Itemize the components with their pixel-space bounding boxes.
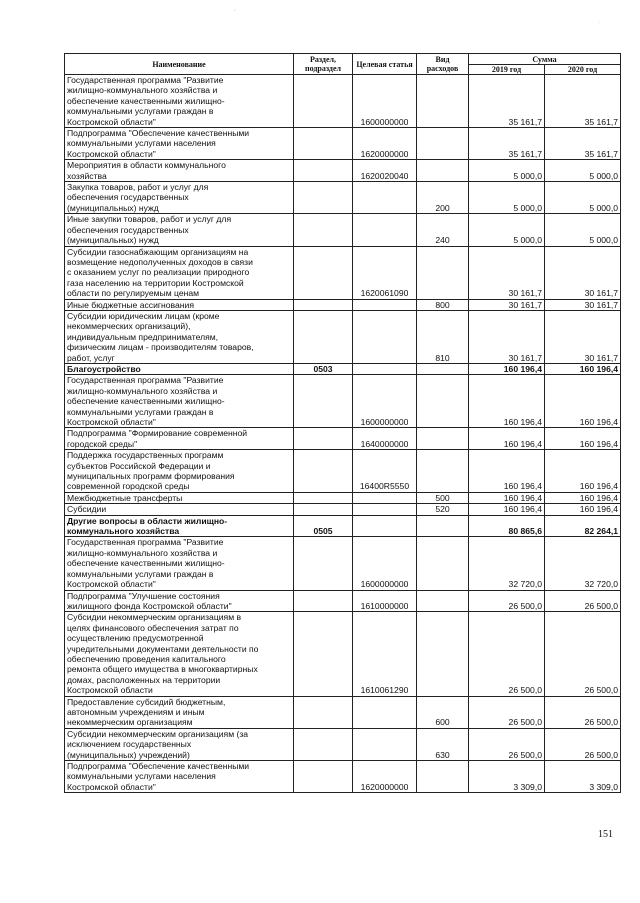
row-sum-2019-cell: 32 720,0 <box>469 537 545 590</box>
row-name-cell: Подпрограмма "Обеспечение качественными коммунальными услугами населения Костромской области" <box>65 128 294 160</box>
row-name-cell: Субсидии некоммерческим организациям в целях финансового обеспечения затрат по осуществлению предусмотренной учредительными документами деятельности по обеспечению проведения капитального ремонта общего имущества в многоквартирных домах, расположенных на территории Костромской области <box>65 612 294 696</box>
header-sum: Сумма <box>469 54 621 65</box>
header-year-2020: 2020 год <box>545 65 621 75</box>
table-row <box>65 696 621 728</box>
table-row <box>65 310 621 363</box>
row-section-cell <box>294 537 353 590</box>
row-section-cell <box>294 299 353 310</box>
row-type-cell <box>417 612 469 696</box>
table-row <box>65 761 621 793</box>
row-type-cell <box>417 128 469 160</box>
row-section-cell <box>294 450 353 493</box>
row-target-cell <box>353 310 417 363</box>
row-sum-2019-cell: 160 196,4 <box>469 450 545 493</box>
row-type-cell <box>417 515 469 537</box>
row-target-cell <box>353 299 417 310</box>
table-row <box>65 590 621 612</box>
scan-mark: · <box>598 20 600 27</box>
table-row <box>65 75 621 128</box>
row-sum-2019-cell: 26 500,0 <box>469 696 545 728</box>
row-sum-2020-cell: 5 000,0 <box>545 182 621 214</box>
row-sum-2020-cell: 35 161,7 <box>545 128 621 160</box>
row-type-cell: 240 <box>417 214 469 246</box>
row-target-cell: 1600000000 <box>353 375 417 428</box>
table-row <box>65 128 621 160</box>
header-name: Наименование <box>65 54 294 75</box>
row-name-cell: Подпрограмма "Обеспечение качественными коммунальными услугами населения Костромской области" <box>65 761 294 793</box>
row-name-cell: Государственная программа "Развитие жилищно-коммунального хозяйства и обеспечение качественными жилищно- коммунальными услугами граждан в Костромской области" <box>65 75 294 128</box>
row-sum-2020-cell: 160 196,4 <box>545 504 621 515</box>
table-row <box>65 728 621 760</box>
row-section-cell <box>294 214 353 246</box>
row-section-cell <box>294 504 353 515</box>
row-sum-2020-cell: 5 000,0 <box>545 160 621 182</box>
row-section-cell <box>294 182 353 214</box>
row-sum-2019-cell: 160 196,4 <box>469 504 545 515</box>
row-section-cell <box>294 160 353 182</box>
header-type: Вид расходов <box>417 54 469 75</box>
row-section-cell: 0503 <box>294 363 353 374</box>
table-row <box>65 214 621 246</box>
row-name-cell: Субсидии газоснабжающим организациям на возмещение недополученных доходов в связи с оказанием услуг по реализации природного газа населению на территории Костромской области по регулируемым ценам <box>65 246 294 299</box>
row-name-cell: Государственная программа "Развитие жилищно-коммунального хозяйства и обеспечение качественными жилищно- коммунальными услугами граждан в Костромской области" <box>65 537 294 590</box>
row-name-cell: Субсидии некоммерческим организациям (за исключением государственных (муниципальных) учреждений) <box>65 728 294 760</box>
row-sum-2020-cell: 35 161,7 <box>545 75 621 128</box>
row-sum-2020-cell: 3 309,0 <box>545 761 621 793</box>
table-row <box>65 612 621 696</box>
row-target-cell <box>353 515 417 537</box>
row-section-cell <box>294 696 353 728</box>
row-sum-2019-cell: 5 000,0 <box>469 182 545 214</box>
table-row <box>65 182 621 214</box>
row-name-cell: Иные бюджетные ассигнования <box>65 299 294 310</box>
row-sum-2020-cell: 26 500,0 <box>545 728 621 760</box>
row-type-cell <box>417 537 469 590</box>
row-sum-2020-cell: 26 500,0 <box>545 612 621 696</box>
header-year-2019: 2019 год <box>469 65 545 75</box>
row-target-cell <box>353 363 417 374</box>
row-name-cell: Закупка товаров, работ и услуг для обеспечения государственных (муниципальных) нужд <box>65 182 294 214</box>
row-name-cell: Другие вопросы в области жилищно- коммунального хозяйства <box>65 515 294 537</box>
row-section-cell <box>294 310 353 363</box>
table-header <box>65 54 621 75</box>
row-target-cell: 1620061090 <box>353 246 417 299</box>
row-type-cell: 630 <box>417 728 469 760</box>
row-type-cell: 600 <box>417 696 469 728</box>
row-sum-2019-cell: 80 865,6 <box>469 515 545 537</box>
table-row <box>65 160 621 182</box>
header-section: Раздел, подраздел <box>294 54 353 75</box>
table-body <box>65 75 621 793</box>
row-name-cell: Предоставление субсидий бюджетным, автономным учреждениям и иным некоммерческим организациям <box>65 696 294 728</box>
row-name-cell: Подпрограмма "Улучшение состояния жилищного фонда Костромской области" <box>65 590 294 612</box>
row-target-cell <box>353 696 417 728</box>
row-section-cell <box>294 761 353 793</box>
table-row <box>65 428 621 450</box>
row-sum-2019-cell: 26 500,0 <box>469 728 545 760</box>
row-name-cell: Иные закупки товаров, работ и услуг для обеспечения государственных (муниципальных) нужд <box>65 214 294 246</box>
row-sum-2020-cell: 160 196,4 <box>545 450 621 493</box>
row-sum-2019-cell: 5 000,0 <box>469 160 545 182</box>
row-name-cell: Мероприятия в области коммунального хозяйства <box>65 160 294 182</box>
row-target-cell: 1640000000 <box>353 428 417 450</box>
row-type-cell <box>417 375 469 428</box>
row-type-cell: 520 <box>417 504 469 515</box>
row-name-cell: Поддержка государственных программ субъектов Российской Федерации и муниципальных программ формирования современной городской среды <box>65 450 294 493</box>
row-target-cell <box>353 504 417 515</box>
row-sum-2019-cell: 30 161,7 <box>469 299 545 310</box>
table-row <box>65 363 621 374</box>
row-target-cell <box>353 492 417 503</box>
row-sum-2019-cell: 5 000,0 <box>469 214 545 246</box>
row-type-cell <box>417 761 469 793</box>
row-sum-2020-cell: 32 720,0 <box>545 537 621 590</box>
row-type-cell: 810 <box>417 310 469 363</box>
row-sum-2020-cell: 26 500,0 <box>545 696 621 728</box>
row-type-cell: 800 <box>417 299 469 310</box>
row-sum-2019-cell: 35 161,7 <box>469 75 545 128</box>
table-row <box>65 537 621 590</box>
row-target-cell <box>353 182 417 214</box>
row-sum-2020-cell: 5 000,0 <box>545 214 621 246</box>
row-sum-2019-cell: 3 309,0 <box>469 761 545 793</box>
row-name-cell: Благоустройство <box>65 363 294 374</box>
row-section-cell <box>294 128 353 160</box>
budget-table <box>64 53 621 793</box>
row-target-cell <box>353 728 417 760</box>
row-sum-2019-cell: 160 196,4 <box>469 428 545 450</box>
row-section-cell: 0505 <box>294 515 353 537</box>
row-target-cell: 1620020040 <box>353 160 417 182</box>
row-sum-2019-cell: 30 161,7 <box>469 310 545 363</box>
row-sum-2020-cell: 160 196,4 <box>545 428 621 450</box>
row-sum-2019-cell: 26 500,0 <box>469 612 545 696</box>
row-sum-2020-cell: 26 500,0 <box>545 590 621 612</box>
row-target-cell: 1610061290 <box>353 612 417 696</box>
row-type-cell <box>417 428 469 450</box>
row-name-cell: Межбюджетные трансферты <box>65 492 294 503</box>
row-sum-2020-cell: 30 161,7 <box>545 299 621 310</box>
row-type-cell <box>417 450 469 493</box>
row-target-cell: 16400R5550 <box>353 450 417 493</box>
row-name-cell: Субсидии юридическим лицам (кроме некоммерческих организаций), индивидуальным предпринимателям, физическим лицам - производителям товаров, работ, услуг <box>65 310 294 363</box>
row-section-cell <box>294 428 353 450</box>
page-number: 151 <box>598 829 613 840</box>
row-section-cell <box>294 75 353 128</box>
row-section-cell <box>294 492 353 503</box>
row-target-cell: 1600000000 <box>353 537 417 590</box>
table-row <box>65 246 621 299</box>
row-section-cell <box>294 246 353 299</box>
row-sum-2019-cell: 160 196,4 <box>469 492 545 503</box>
row-name-cell: Государственная программа "Развитие жилищно-коммунального хозяйства и обеспечение качественными жилищно- коммунальными услугами граждан в Костромской области" <box>65 375 294 428</box>
row-sum-2020-cell: 82 264,1 <box>545 515 621 537</box>
row-type-cell: 500 <box>417 492 469 503</box>
row-section-cell <box>294 612 353 696</box>
row-name-cell: Субсидии <box>65 504 294 515</box>
row-target-cell: 1620000000 <box>353 128 417 160</box>
header-target: Целевая статья <box>353 54 417 75</box>
row-type-cell: 200 <box>417 182 469 214</box>
row-type-cell <box>417 75 469 128</box>
table-row <box>65 450 621 493</box>
row-sum-2019-cell: 160 196,4 <box>469 375 545 428</box>
row-type-cell <box>417 160 469 182</box>
row-sum-2019-cell: 160 196,4 <box>469 363 545 374</box>
row-section-cell <box>294 728 353 760</box>
row-name-cell: Подпрограмма "Формирование современной городской среды" <box>65 428 294 450</box>
row-target-cell: 1620000000 <box>353 761 417 793</box>
row-target-cell <box>353 214 417 246</box>
table-row <box>65 492 621 503</box>
row-sum-2020-cell: 30 161,7 <box>545 246 621 299</box>
row-sum-2019-cell: 35 161,7 <box>469 128 545 160</box>
row-sum-2019-cell: 30 161,7 <box>469 246 545 299</box>
row-sum-2020-cell: 160 196,4 <box>545 363 621 374</box>
row-sum-2020-cell: 160 196,4 <box>545 492 621 503</box>
row-section-cell <box>294 375 353 428</box>
table-row <box>65 375 621 428</box>
table-row <box>65 504 621 515</box>
row-type-cell <box>417 363 469 374</box>
row-target-cell: 1600000000 <box>353 75 417 128</box>
scan-mark: ' <box>234 9 236 16</box>
row-sum-2020-cell: 160 196,4 <box>545 375 621 428</box>
row-sum-2019-cell: 26 500,0 <box>469 590 545 612</box>
row-type-cell <box>417 590 469 612</box>
row-target-cell: 1610000000 <box>353 590 417 612</box>
table-row <box>65 299 621 310</box>
row-sum-2020-cell: 30 161,7 <box>545 310 621 363</box>
table-row <box>65 515 621 537</box>
row-section-cell <box>294 590 353 612</box>
row-type-cell <box>417 246 469 299</box>
